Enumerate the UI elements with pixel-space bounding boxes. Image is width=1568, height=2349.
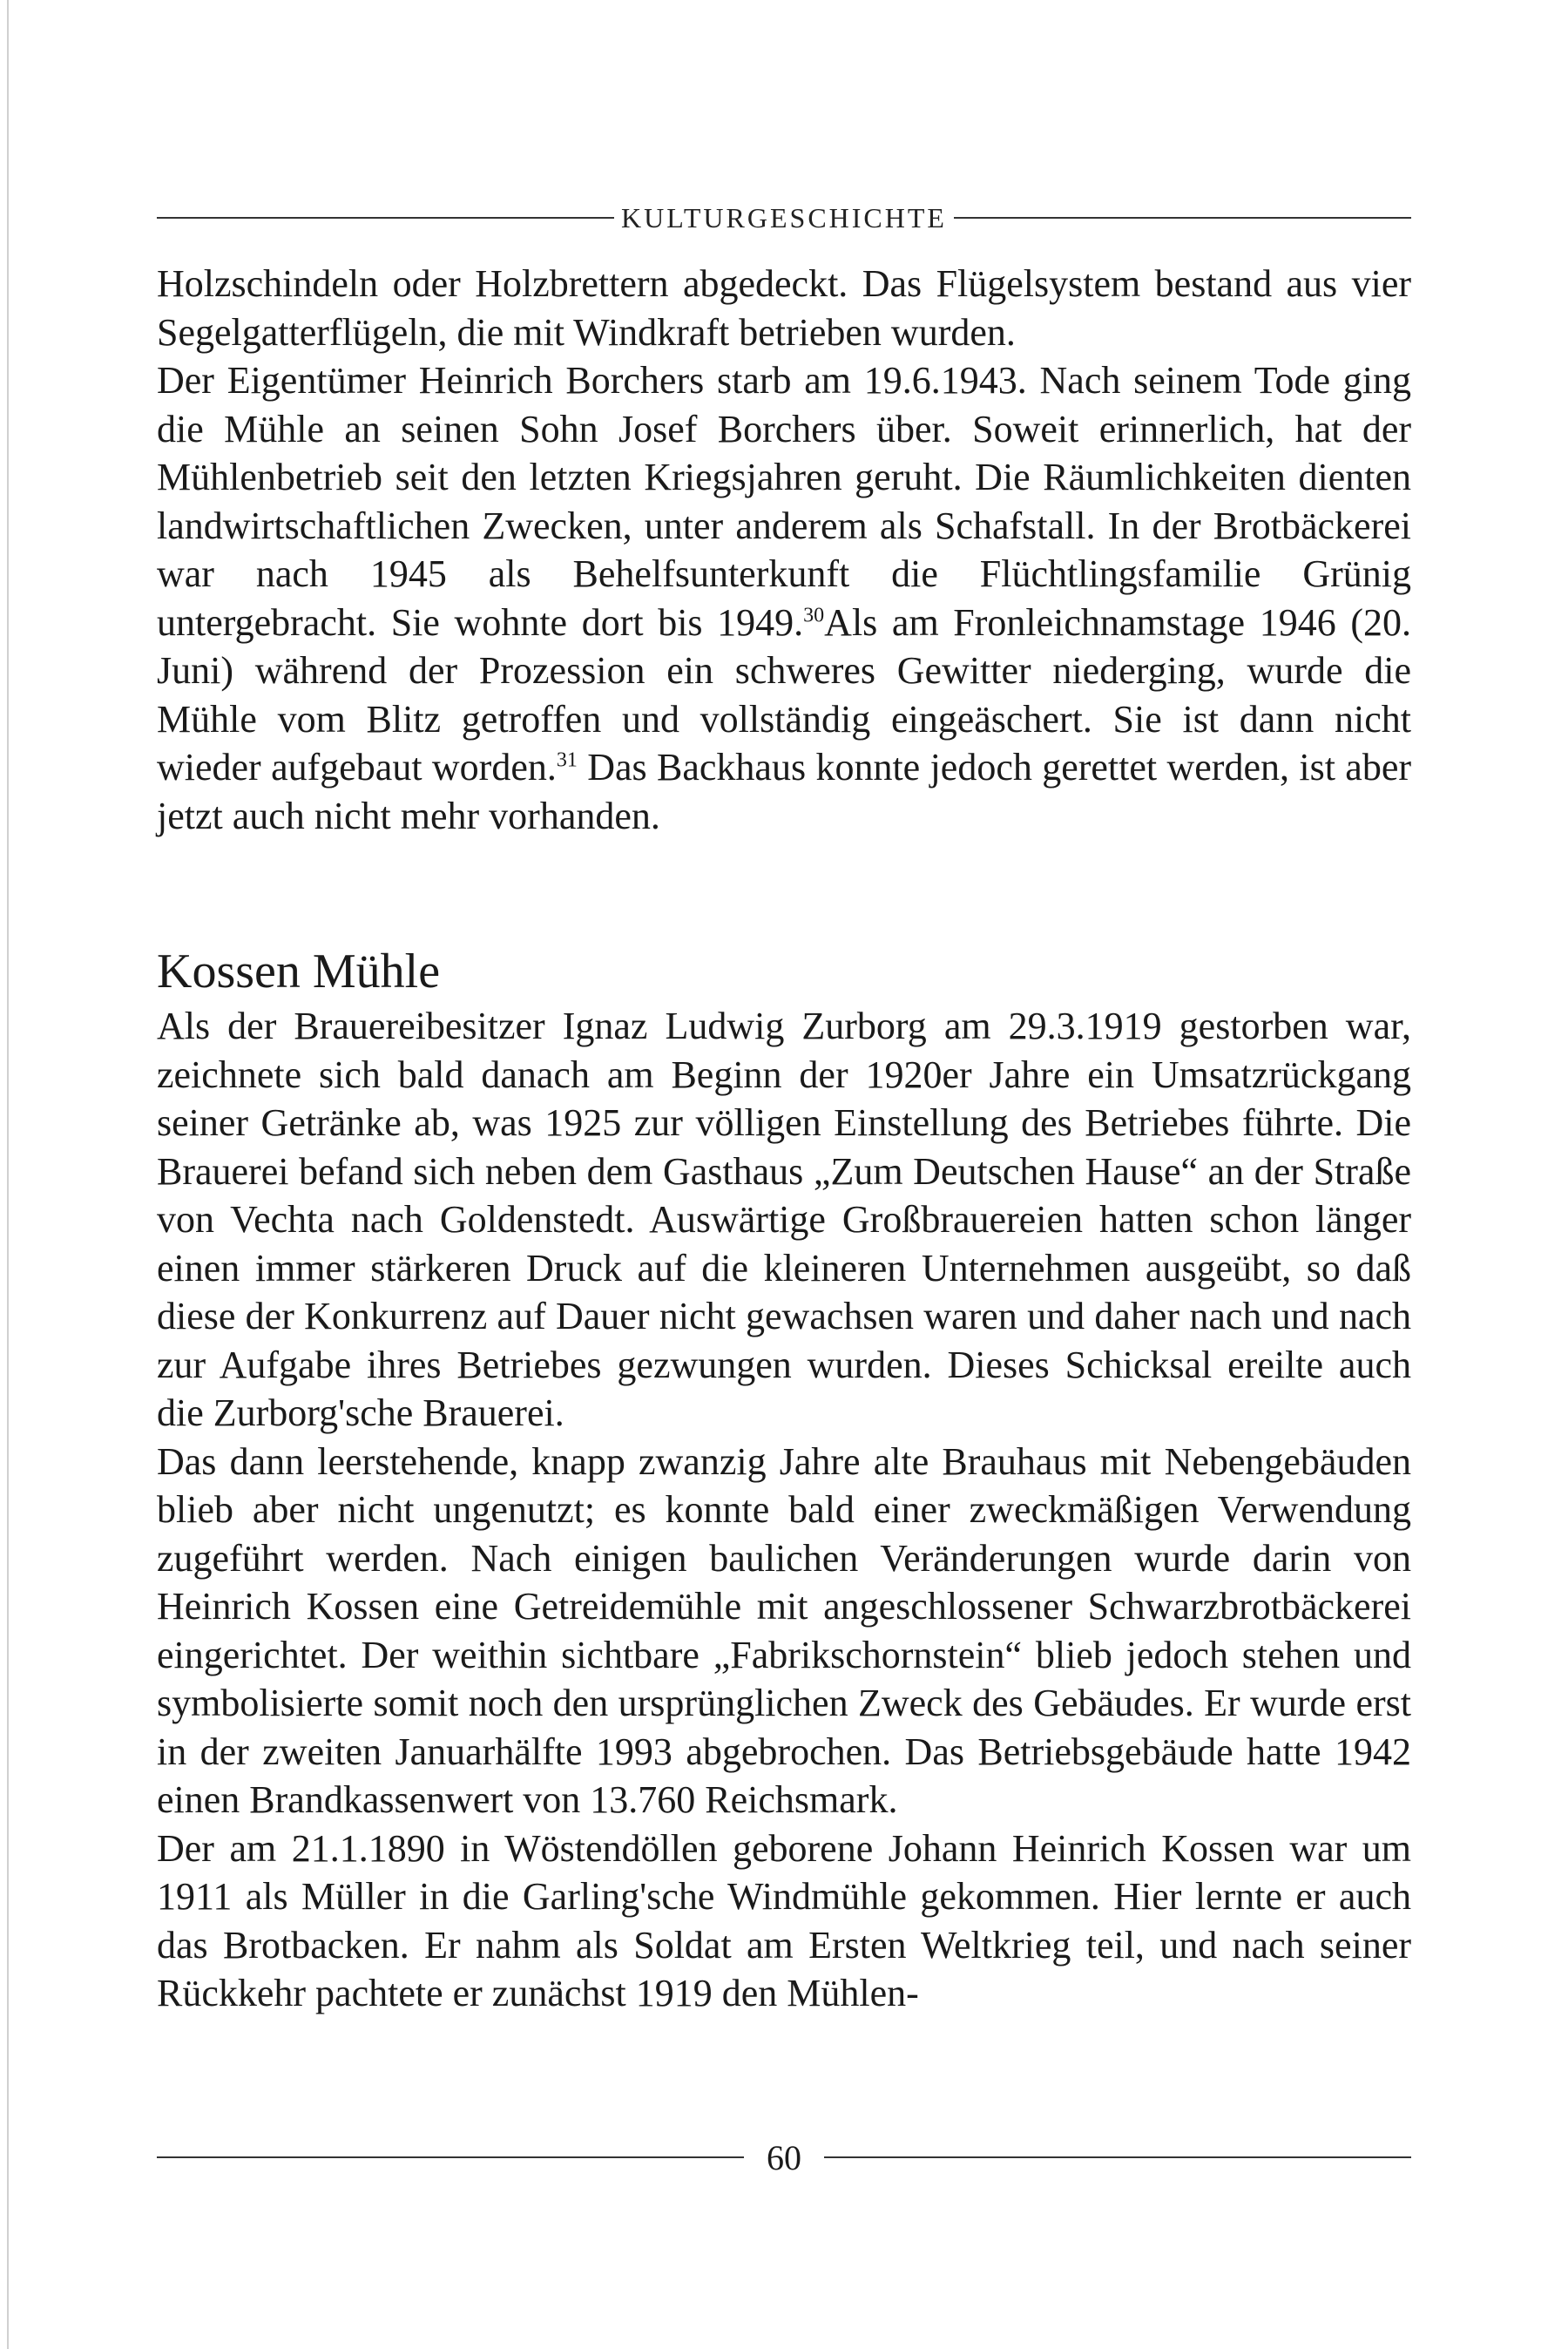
footnote-ref-31: 31 xyxy=(556,748,578,772)
section-borchers-text xyxy=(157,260,1411,840)
section-heading: Kossen Mühle xyxy=(157,944,441,998)
paragraph: Das dann leerstehende, knapp zwanzig Jahre alte Brauhaus mit Nebengebäuden blieb aber nicht ungenutzt; es konnte bald einer zweckmäßigen Verwendung zugeführt werden. Nach einigen baulichen Veränderungen wurde darin von Heinrich Kossen eine Getreidemühle mit angeschlossener Schwarzbrotbäckerei eingerichtet. Der weithin sichtbare „Fabrikschornstein“ blieb jedoch stehen und symbolisierte somit noch den ursprünglichen Zweck des Gebäudes. Er wurde erst in der zweiten Januarhälfte 1993 abgebrochen. Das Betriebsgebäude hatte 1942 einen Brandkassenwert von 13.760 Reichsmark. xyxy=(157,1439,1411,1821)
page-edge xyxy=(0,0,9,2349)
paragraph-text: Als am Fronleichnamstage 1946 (20. Juni) während der Prozession ein schweres Gewitter niederging, wurde die Mühle vom Blitz getroffen und vollständig eingeäschert. Sie ist dann nicht wieder aufgebaut worden. xyxy=(157,600,1411,789)
footnote-ref-30: 30 xyxy=(803,603,825,626)
page-footer xyxy=(157,2131,1411,2183)
paragraph-text: Der Eigentümer Heinrich Borchers starb am 19.6.1943. Nach seinem Tode ging die Mühle an seinen Sohn Josef Borchers über. Soweit erinnerlich, hat der Mühlenbetrieb seit den letzten Kriegsjahren geruht. Die Räumlichkeiten dienten landwirtschaftlichen Zwecken, unter anderem als Schafstall. In der Brotbäckerei war nach 1945 als Behelfsunterkunft die Flüchtlingsfamilie Grünig untergebracht. Sie wohnte dort bis 1949. xyxy=(157,359,1411,644)
paragraph-text: Holzschindeln oder Holzbrettern abgedeckt. Das Flügelsystem bestand aus vier Segelgatterflügeln, die mit Windkraft betrieben wurden. xyxy=(157,262,1411,354)
header-rule-left xyxy=(157,217,614,219)
section-kossen-text xyxy=(157,1002,1411,2018)
page-number: 60 xyxy=(767,2137,801,2177)
header-title: KULTURGESCHICHTE xyxy=(621,201,947,234)
paragraph xyxy=(157,260,1411,356)
paragraph-text: Das Backhaus konnte jedoch gerettet werden, ist aber jetzt auch nicht mehr vorhanden. xyxy=(157,746,1411,837)
paragraph: Der am 21.1.1890 in Wöstendöllen geborene Johann Heinrich Kossen war um 1911 als Müller in die Garling'sche Windmühle gekommen. Hier lernte er auch das Brotbacken. Er nahm als Soldat am Ersten Weltkrieg teil, und nach seiner Rückkehr pachtete er zunächst 1919 den Mühlen- xyxy=(157,1826,1411,2014)
footer-rule-right xyxy=(824,2156,1411,2158)
footer-rule-left xyxy=(157,2156,744,2158)
paragraph: Als der Brauereibesitzer Ignaz Ludwig Zurborg am 29.3.1919 gestorben war, zeichnete sich bald danach am Beginn der 1920er Jahre ein Umsatzrückgang seiner Getränke ab, was 1925 zur völligen Einstellung des Betriebes führte. Die Brauerei befand sich neben dem Gasthaus „Zum Deutschen Hause“ an der Straße von Vechta nach Goldenstedt. Auswärtige Großbrauereien hatten schon länger einen immer stärkeren Druck auf die kleineren Unternehmen ausgeübt, so daß diese der Konkurrenz auf Dauer nicht gewachsen waren und daher nach und nach zur Aufgabe ihres Betriebes gezwungen wurden. Dieses Schicksal ereilte auch die Zurborg'sche Brauerei. xyxy=(157,1005,1411,1434)
paragraph xyxy=(157,356,1411,840)
running-header xyxy=(157,192,1411,244)
header-rule-right xyxy=(954,217,1411,219)
